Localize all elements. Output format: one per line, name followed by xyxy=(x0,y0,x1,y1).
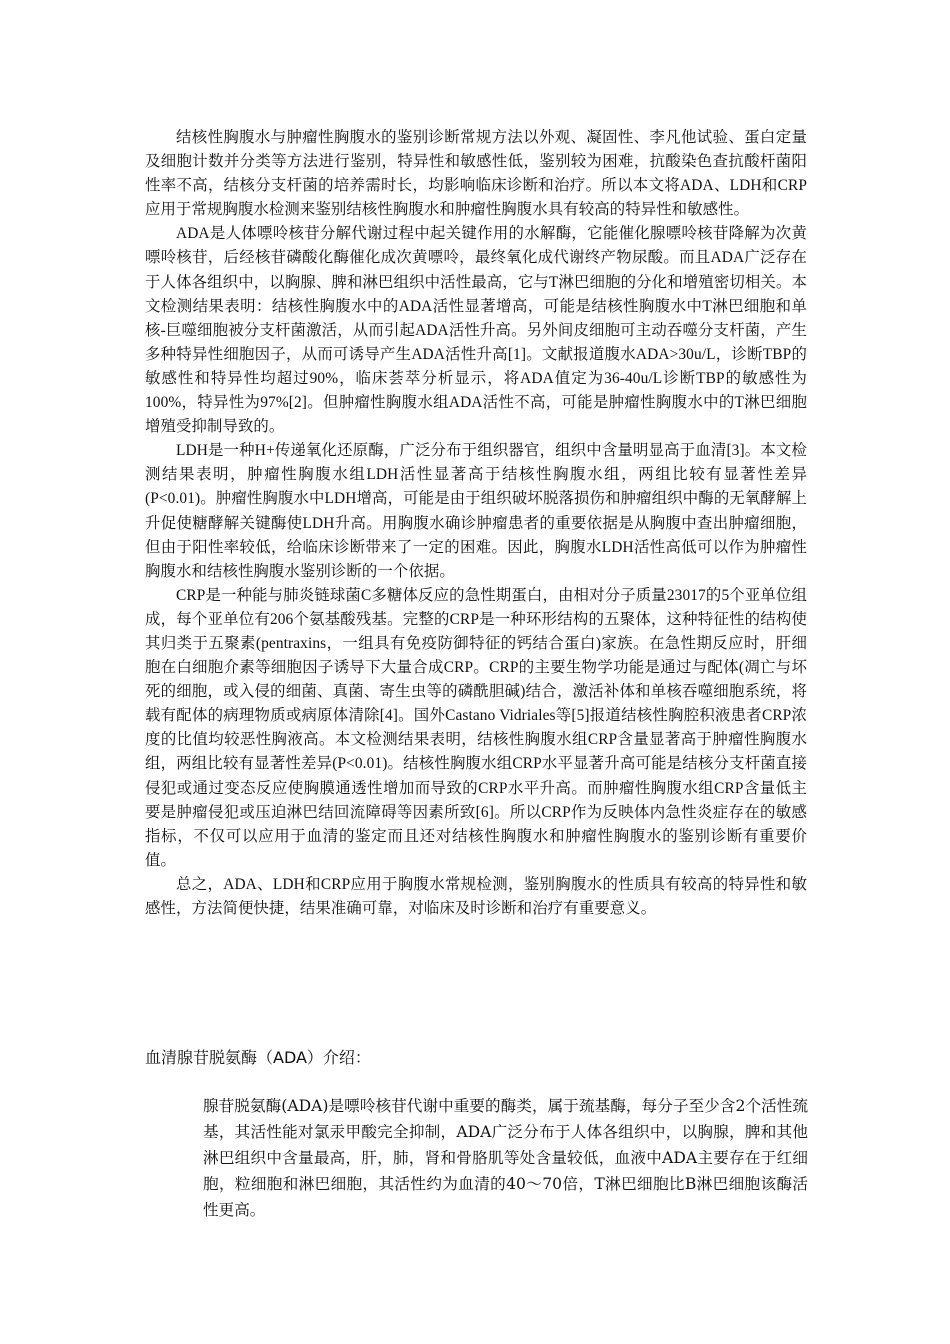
paragraph-ada: ADA是人体嘌呤核苷分解代谢过程中起关键作用的水解酶，它能催化腺嘌呤核苷降解为次黄嘌呤核苷，后经核苷磷酸化酶催化成次黄嘌呤，最终氧化成代谢终产物尿酸。而且ADA广泛存在于人体各组织中，以胸腺、脾和淋巴组织中活性最高，它与T淋巴细胞的分化和增殖密切相关。本文检测结果表明：结核性胸腹水中的ADA活性显著增高，可能是结核性胸腹水中T淋巴细胞和单核-巨噬细胞被分支杆菌激活，从而引起ADA活性升高。另外间皮细胞可主动吞噬分支杆菌，产生多种特异性细胞因子，从而可诱导产生ADA活性升高[1]。文献报道腹水ADA>30u/L，诊断TBP的敏感性和特异性均超过90%，临床荟萃分析显示，将ADA值定为36-40u/L诊断TBP的敏感性为100%，特异性为97%[2]。但肿瘤性胸腹水组ADA活性不高，可能是肿瘤性胸腹水中的T淋巴细胞增殖受抑制导致的。 xyxy=(145,225,807,436)
paragraph-conclusion: 总之，ADA、LDH和CRP应用于胸腹水常规检测，鉴别胸腹水的性质具有较高的特异性和敏感性，方法简便快捷，结果准确可靠，对临床及时诊断和治疗有重要意义。 xyxy=(145,875,807,917)
paragraph-crp: CRP是一种能与肺炎链球菌C多糖体反应的急性期蛋白，由相对分子质量23017的5个亚单位组成，每个亚单位有206个氨基酸残基。完整的CRP是一种环形结构的五聚体，这种特征性的结构使其归类于五聚素(pentraxins，一组具有免疫防御特征的钙结合蛋白)家族。在急性期反应时，肝细胞在白细胞介素等细胞因子诱导下大量合成CRP。CRP的主要生物学功能是通过与配体(凋亡与坏死的细胞，或入侵的细菌、真菌、寄生虫等的磷酰胆碱)结合，激活补体和单核吞噬细胞系统，将载有配体的病理物质或病原体清除[4]。国外Castano Vidriales等[5]报道结核性胸腔积液患者CRP浓度的比值均较恶性胸液高。本文检测结果表明，结核性胸腹水组CRP含量显著高于肿瘤性胸腹水组，两组比较有显著性差异(P<0.01)。结核性胸腹水组CRP水平显著升高可能是结核分支杆菌直接侵犯或通过变态反应使胸膜通透性增加而导致的CRP水平升高。而肿瘤性胸腹水组CRP含量低主要是肿瘤侵犯或压迫淋巴结回流障碍等因素所致[6]。所以CRP作为反映体内急性炎症存在的敏感指标，不仅可以应用于血清的鉴定而且还对结核性胸腹水和肿瘤性胸腹水的鉴别诊断有重要价值。 xyxy=(145,586,807,869)
paragraph-ldh: LDH是一种H+传递氧化还原酶，广泛分布于组织器官，组织中含量明显高于血清[3]。本文检测结果表明，肿瘤性胸腹水组LDH活性显著高于结核性胸腹水组，两组比较有显著性差异(P<0.01)。肿瘤性胸腹水中LDH增高，可能是由于组织破坏脱落损伤和肿瘤组织中酶的无氧酵解上升促使糖酵解关键酶使LDH升高。用胸腹水确诊肿瘤患者的重要依据是从胸腹中查出肿瘤细胞，但由于阳性率较低，给临床诊断带来了一定的困难。因此，胸腹水LDH活性高低可以作为肿瘤性胸腹水和结核性胸腹水鉴别诊断的一个依据。 xyxy=(145,442,807,580)
section-body: 腺苷脱氨酶(ADA)是嘌呤核苷代谢中重要的酶类，属于巯基酶，每分子至少含2个活性巯基，其活性能对氯汞甲酸完全抑制，ADA广泛分布于人体各组织中，以胸腺，脾和其他淋巴组织中含量最高，肝，肺，肾和骨胳肌等处含量较低，血液中ADA主要存在于红细胞，粒细胞和淋巴细胞，其活性约为血清的40～70倍，T淋巴细胞比B淋巴细胞该酶活性更高。 xyxy=(203,1097,808,1219)
paragraph-intro: 结核性胸腹水与肿瘤性胸腹水的鉴别诊断常规方法以外观、凝固性、李凡他试验、蛋白定量及细胞计数并分类等方法进行鉴别，特异性和敏感性低，鉴别较为困难，抗酸染色查抗酸杆菌阳性率不高，结核分支杆菌的培养需时长，均影响临床诊断和治疗。所以本文将ADA、LDH和CRP应用于常规胸腹水检测来鉴别结核性胸腹水和肿瘤性胸腹水具有较高的特异性和敏感性。 xyxy=(145,129,807,219)
main-text xyxy=(145,126,807,921)
section-title: 血清腺苷脱氨酶（ADA）介绍： xyxy=(145,1048,371,1067)
